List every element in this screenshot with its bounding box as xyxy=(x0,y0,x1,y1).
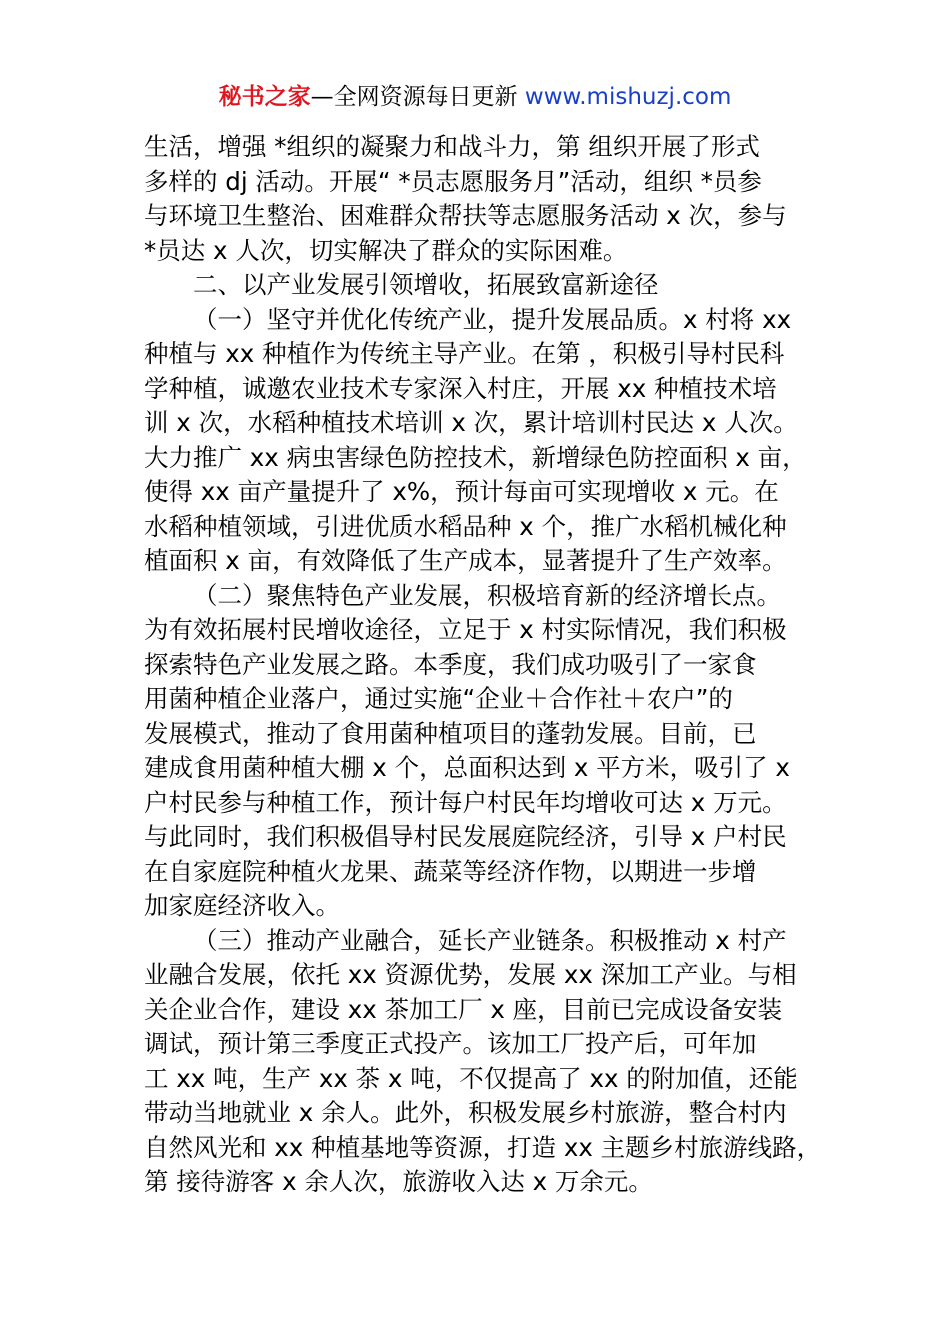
text-line: 生活，增强 *组织的凝聚力和战斗力，第 组织开展了形式 xyxy=(144,132,760,161)
header-tagline: —全网资源每日更新 xyxy=(310,84,518,110)
text-line: 关企业合作，建设 xx 茶加工厂 x 座，目前已完成设备安装 xyxy=(144,994,783,1024)
document-body xyxy=(144,130,844,1200)
text-line: 与环境卫生整治、困难群众帮扶等志愿服务活动 x 次，参与 xyxy=(144,201,787,230)
text-line: 种植与 xx 种植作为传统主导产业。在第 ，积极引导村民科 xyxy=(144,339,785,368)
text-line: 在自家庭院种植火龙果、蔬菜等经济作物，以期进一步增 xyxy=(144,856,757,886)
text-line: 自然风光和 xx 种植基地等资源，打造 xx 主题乡村旅游线路， xyxy=(144,1132,822,1162)
text-line: （二）聚焦特色产业发展，积极培育新的经济增长点。 xyxy=(193,580,781,610)
text-line: 二、以产业发展引领增收，拓展致富新途径 xyxy=(193,270,659,299)
site-link[interactable]: www.mishuzj.com xyxy=(524,84,732,110)
text-line: 业融合发展，依托 xx 资源优势，发展 xx 深加工产业。与相 xyxy=(144,960,797,989)
text-line: 第 接待游客 x 余人次，旅游收入达 x 万余元。 xyxy=(144,1167,653,1196)
text-line: 使得 xx 亩产量提升了 x%，预计每亩可实现增收 x 元。在 xyxy=(144,477,779,506)
text-line: 大力推广 xx 病虫害绿色防控技术，新增绿色防控面积 x 亩， xyxy=(144,442,807,472)
text-line: 户村民参与种植工作，预计每户村民年均增收可达 x 万元。 xyxy=(144,787,787,817)
text-line: *员达 x 人次，切实解决了群众的实际困难。 xyxy=(144,235,628,265)
text-line: 多样的 dj 活动。开展“ *员志愿服务月”活动，组织 *员参 xyxy=(144,166,762,196)
text-line: 为有效拓展村民增收途径，立足于 x 村实际情况，我们积极 xyxy=(144,615,787,644)
text-line: 探索特色产业发展之路。本季度，我们成功吸引了一家食 xyxy=(144,649,757,679)
text-line: 用菌种植企业落户，通过实施“企业＋合作社＋农户”的 xyxy=(144,684,733,713)
text-line: 建成食用菌种植大棚 x 个，总面积达到 x 平方米，吸引了 x xyxy=(144,753,790,782)
text-line: 工 xx 吨，生产 xx 茶 x 吨，不仅提高了 xx 的附加值，还能 xyxy=(144,1063,798,1093)
text-line: 学种植，诚邀农业技术专家深入村庄，开展 xx 种植技术培 xyxy=(144,373,777,403)
text-line: （一）坚守并优化传统产业，提升发展品质。x 村将 xx xyxy=(193,304,792,334)
text-line: 训 x 次，水稻种植技术培训 x 次，累计培训村民达 x 人次。 xyxy=(144,408,798,437)
text-line: 发展模式，推动了食用菌种植项目的蓬勃发展。目前，已 xyxy=(144,718,757,748)
text-line: 与此同时，我们积极倡导村民发展庭院经济，引导 x 户村民 xyxy=(144,822,787,851)
text-line: 带动当地就业 x 余人。此外，积极发展乡村旅游，整合村内 xyxy=(144,1098,787,1127)
text-line: 水稻种植领域，引进优质水稻品种 x 个，推广水稻机械化种 xyxy=(144,511,787,541)
text-line: （三）推动产业融合，延长产业链条。积极推动 x 村产 xyxy=(193,925,787,955)
brand-name: 秘书之家 xyxy=(218,84,311,110)
text-line: 加家庭经济收入。 xyxy=(144,891,340,920)
text-line: 植面积 x 亩，有效降低了生产成本，显著提升了生产效率。 xyxy=(144,546,787,575)
text-line: 调试，预计第三季度正式投产。该加工厂投产后，可年加 xyxy=(144,1029,757,1058)
watermark-header xyxy=(0,80,950,114)
